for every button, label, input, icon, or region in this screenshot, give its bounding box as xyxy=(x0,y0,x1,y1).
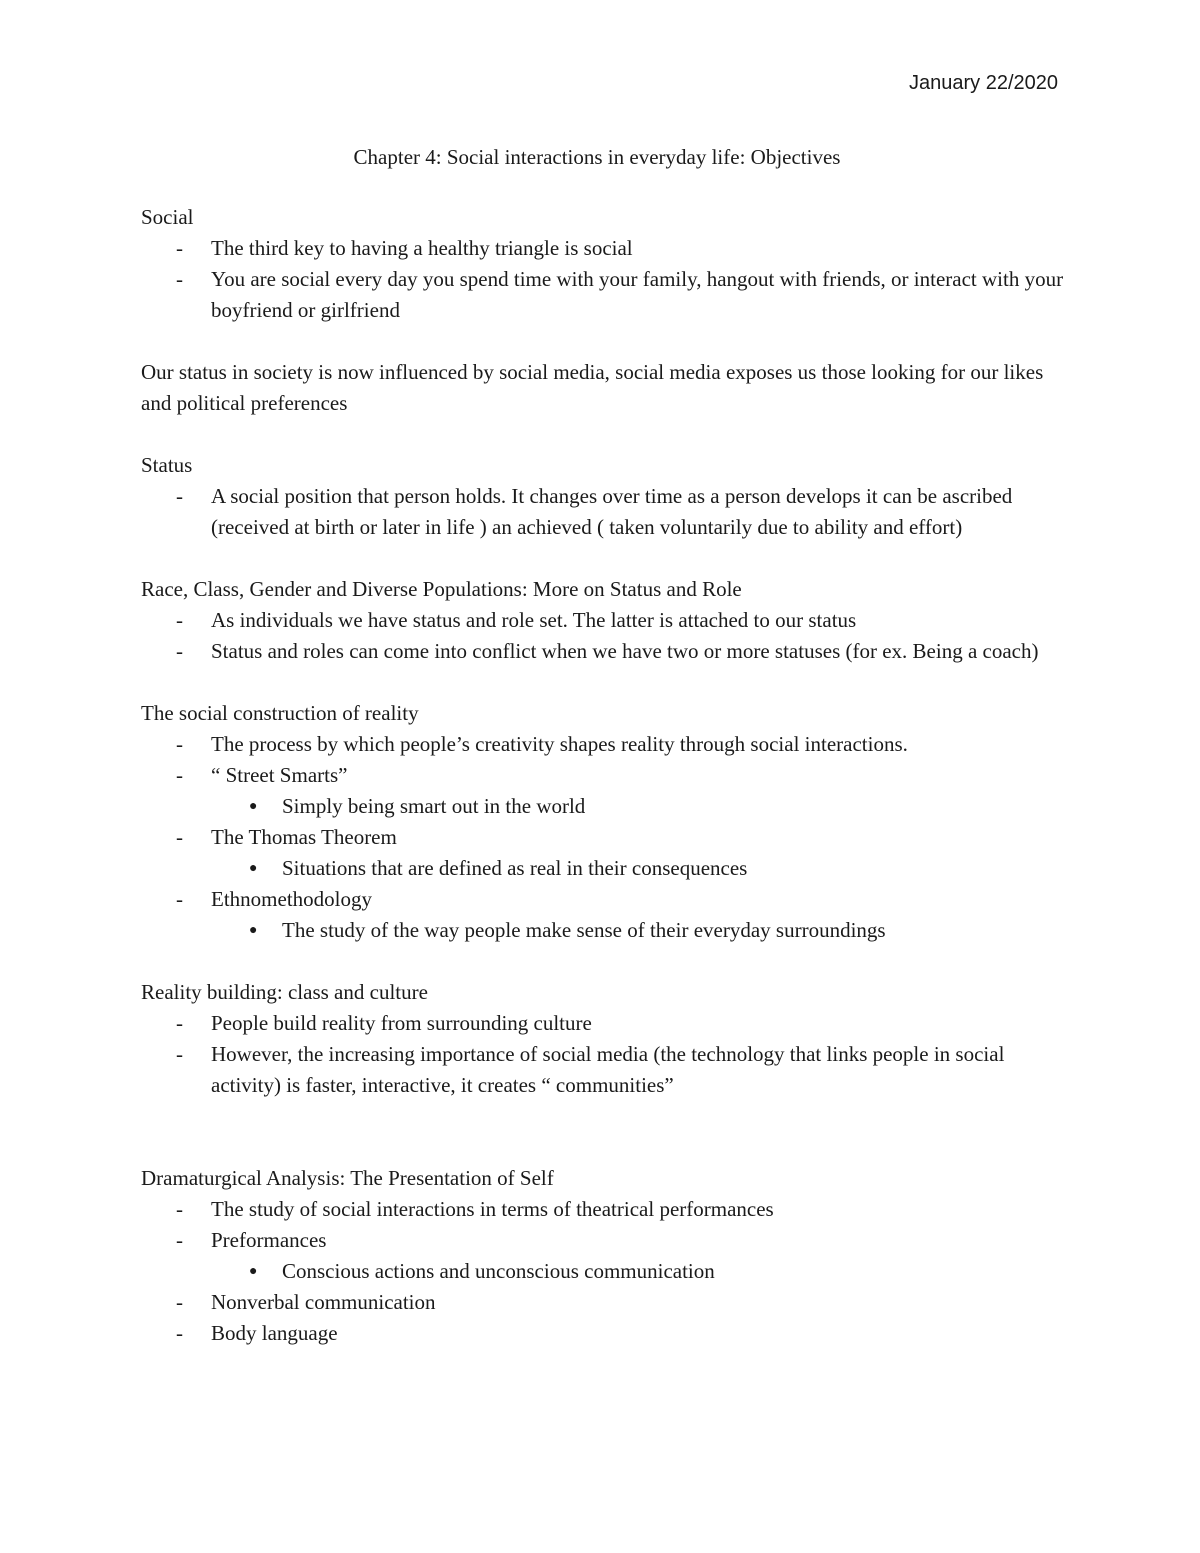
document-date: January 22/2020 xyxy=(908,72,1058,94)
dash-marker: - xyxy=(176,236,183,260)
section-social xyxy=(141,202,1071,326)
list-item xyxy=(141,1039,1071,1101)
document-title: Chapter 4: Social interactions in everyday life: Objectives xyxy=(353,145,841,169)
item-text: The study of social interactions in terms of theatrical performances xyxy=(211,1197,774,1221)
dash-marker: - xyxy=(176,1321,183,1345)
item-text: As individuals we have status and role set. The latter is attached to our status xyxy=(211,608,857,632)
sub-item-text: Conscious actions and unconscious communication xyxy=(282,1259,715,1283)
item-text: However, the increasing importance of social media (the technology that links people in social activity) is faster, interactive, it creates “ communities” xyxy=(211,1042,1005,1097)
bullet-icon: ● xyxy=(249,923,258,938)
item-text: The process by which people’s creativity shapes reality through social interactions. xyxy=(211,732,908,756)
dash-marker: - xyxy=(176,887,183,911)
item-text: A social position that person holds. It changes over time as a person develops it can be ascribed (received at birth or later in life ) an achieved ( taken voluntarily due to ability and effort) xyxy=(211,484,1013,539)
list-item xyxy=(141,636,1071,667)
sub-item xyxy=(141,791,1071,822)
item-text: “ Street Smarts” xyxy=(211,763,348,787)
item-text: You are social every day you spend time with your family, hangout with friends, or interact with your boyfriend or girlfriend xyxy=(211,267,1064,322)
sub-item xyxy=(141,915,1071,946)
bullet-icon: ● xyxy=(249,799,258,814)
section-heading: Social xyxy=(141,205,194,229)
list-item xyxy=(141,1225,1071,1256)
dash-marker: - xyxy=(176,1197,183,1221)
dash-marker: - xyxy=(176,732,183,756)
list-item xyxy=(141,264,1071,326)
section-heading: Reality building: class and culture xyxy=(141,980,428,1004)
section-heading: Race, Class, Gender and Diverse Populations: More on Status and Role xyxy=(141,577,742,601)
item-text: People build reality from surrounding culture xyxy=(211,1011,592,1035)
list-item xyxy=(141,822,1071,853)
item-text: The Thomas Theorem xyxy=(211,825,397,849)
dash-marker: - xyxy=(176,1042,183,1066)
item-text: Body language xyxy=(211,1321,338,1345)
list-item xyxy=(141,481,1071,543)
sub-item-text: Simply being smart out in the world xyxy=(282,794,586,818)
list-item xyxy=(141,1287,1071,1318)
list-item xyxy=(141,1008,1071,1039)
section-heading: The social construction of reality xyxy=(141,701,419,725)
dash-marker: - xyxy=(176,608,183,632)
dash-marker: - xyxy=(176,639,183,663)
item-text: Status and roles can come into conflict when we have two or more statuses (for ex. Being a coach) xyxy=(211,639,1039,663)
dash-marker: - xyxy=(176,1290,183,1314)
list-item xyxy=(141,884,1071,915)
section-heading: Dramaturgical Analysis: The Presentation of Self xyxy=(141,1166,554,1190)
dash-marker: - xyxy=(176,1011,183,1035)
list-item xyxy=(141,1318,1071,1349)
item-text: Nonverbal communication xyxy=(211,1290,436,1314)
sub-item-text: Situations that are defined as real in their consequences xyxy=(282,856,748,880)
list-item xyxy=(141,233,1071,264)
list-item xyxy=(141,605,1071,636)
dash-marker: - xyxy=(176,825,183,849)
bullet-icon: ● xyxy=(249,1264,258,1279)
section-heading: Status xyxy=(141,453,193,477)
section-status xyxy=(141,450,1071,543)
item-text: The third key to having a healthy triangle is social xyxy=(211,236,633,260)
list-item xyxy=(141,760,1071,791)
item-text: Preformances xyxy=(211,1228,327,1252)
dash-marker: - xyxy=(176,763,183,787)
item-text: Ethnomethodology xyxy=(211,887,372,911)
dash-marker: - xyxy=(176,267,183,291)
section-reality-building xyxy=(141,977,1071,1101)
section-social-construction xyxy=(141,698,1071,946)
section-dramaturgical-analysis xyxy=(141,1163,1071,1349)
dash-marker: - xyxy=(176,1228,183,1252)
bullet-icon: ● xyxy=(249,861,258,876)
notes-body xyxy=(141,202,1071,1349)
dash-marker: - xyxy=(176,484,183,508)
sub-item xyxy=(141,1256,1071,1287)
section-race-class-gender xyxy=(141,574,1071,667)
list-item xyxy=(141,1194,1071,1225)
sub-item xyxy=(141,853,1071,884)
sub-item-text: The study of the way people make sense of their everyday surroundings xyxy=(282,918,886,942)
list-item xyxy=(141,729,1071,760)
status-paragraph: Our status in society is now influenced by social media, social media exposes us those looking for our likes and political preferences xyxy=(141,360,1044,415)
